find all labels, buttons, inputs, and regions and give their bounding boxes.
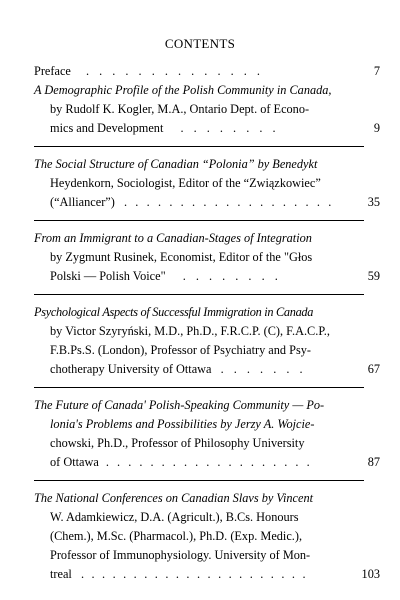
toc-entry-title-cont: lonia's Problems and Possibilities by Jerzy A. Wojcie- — [50, 417, 315, 431]
table-of-contents — [34, 62, 380, 600]
toc-page-number: 87 — [367, 455, 380, 469]
toc-entry-title: From an Immigrant to a Canadian-Stages of Integration — [34, 231, 312, 245]
toc-entry-text: mics and Development — [50, 121, 164, 135]
toc-entry-line — [34, 62, 364, 81]
toc-leader-dots: . . . . . . . . . . . . . . . . . . . — [123, 195, 334, 209]
toc-entry-immigrant-to-canadian — [34, 229, 380, 295]
toc-leader-dots: . . . . . . . . . . . . . . — [85, 64, 264, 78]
contents-heading: CONTENTS — [164, 36, 236, 51]
toc-entry-line: (Chem.), M.Sc. (Pharmacol.), Ph.D. (Exp. Medic.), — [50, 529, 303, 543]
toc-leader-dots: . . . . . . . . . . . . . . . . . . . — [105, 455, 313, 469]
toc-entry-demographic-profile — [34, 81, 380, 147]
toc-entry-title: A Demographic Profile of the Polish Community in Canada, — [34, 83, 332, 97]
toc-entry-national-conferences — [34, 489, 380, 592]
toc-entry-line — [34, 453, 364, 472]
toc-entry-title: The National Conferences on Canadian Slavs by Vincent — [34, 491, 314, 505]
toc-entry-line — [34, 489, 364, 508]
toc-entry-text: chotherapy University of Ottawa — [50, 362, 212, 376]
toc-entry-line — [34, 155, 364, 174]
toc-page-number: 35 — [367, 195, 380, 209]
toc-entry-line — [34, 267, 364, 286]
toc-entry-text: treal — [50, 567, 72, 581]
toc-entry-title: Psychological Aspects of Successful Immigration in Canada — [34, 305, 314, 319]
toc-entry-line: by Zygmunt Rusinek, Economist, Editor of the "Głos — [50, 250, 313, 264]
toc-entry-preface — [34, 62, 380, 81]
toc-entry-line — [34, 415, 364, 434]
toc-entry-line: by Victor Szyryński, M.D., Ph.D., F.R.C.P. (C), F.A.C.P., — [50, 324, 330, 338]
toc-entry-text: of Ottawa — [50, 455, 99, 469]
toc-entry-psychological-aspects — [34, 303, 380, 388]
toc-entry-line: by Rudolf K. Kogler, M.A., Ontario Dept. of Econo- — [50, 102, 310, 116]
toc-entry-line — [34, 360, 364, 379]
toc-entry-title: Preface — [34, 64, 71, 78]
toc-page-number: 67 — [367, 362, 380, 376]
toc-leader-dots: . . . . . . . . — [182, 269, 282, 283]
toc-entry-line — [34, 565, 364, 584]
toc-entry-title: The Social Structure of Canadian “Polonia” by Benedykt — [34, 157, 318, 171]
toc-entry-line: chowski, Ph.D., Professor of Philosophy University — [50, 436, 305, 450]
toc-leader-dots: . . . . . . . . . . . . . . . . . . . . . . — [80, 567, 308, 581]
toc-entry-line — [34, 193, 364, 212]
toc-entry-text: Polski — Polish Voice" — [50, 269, 166, 283]
toc-page-number: 7 — [373, 64, 380, 78]
toc-entry-text: (“Alliancer”) — [50, 195, 115, 209]
toc-entry-title: The Future of Canada' Polish-Speaking Community — Po- — [34, 398, 325, 412]
toc-entry-line — [34, 119, 364, 138]
toc-entry-line: Professor of Immunophysiology. University of Mon- — [50, 548, 311, 562]
toc-entry-social-structure — [34, 155, 380, 221]
toc-leader-dots: . . . . . . . — [220, 362, 307, 376]
toc-page-number: 9 — [373, 121, 380, 135]
toc-entry-line: W. Adamkiewicz, D.A. (Agricult.), B.Cs. Honours — [50, 510, 299, 524]
toc-page-number: 103 — [361, 567, 380, 581]
toc-entry-line: F.B.Ps.S. (London), Professor of Psychiatry and Psy- — [50, 343, 312, 357]
toc-entry-line: Heydenkorn, Sociologist, Editor of the “Związkowiec” — [50, 176, 321, 190]
toc-page-number: 59 — [367, 269, 380, 283]
toc-leader-dots: . . . . . . . . — [180, 121, 280, 135]
toc-entry-future-of-polish-community — [34, 396, 380, 481]
